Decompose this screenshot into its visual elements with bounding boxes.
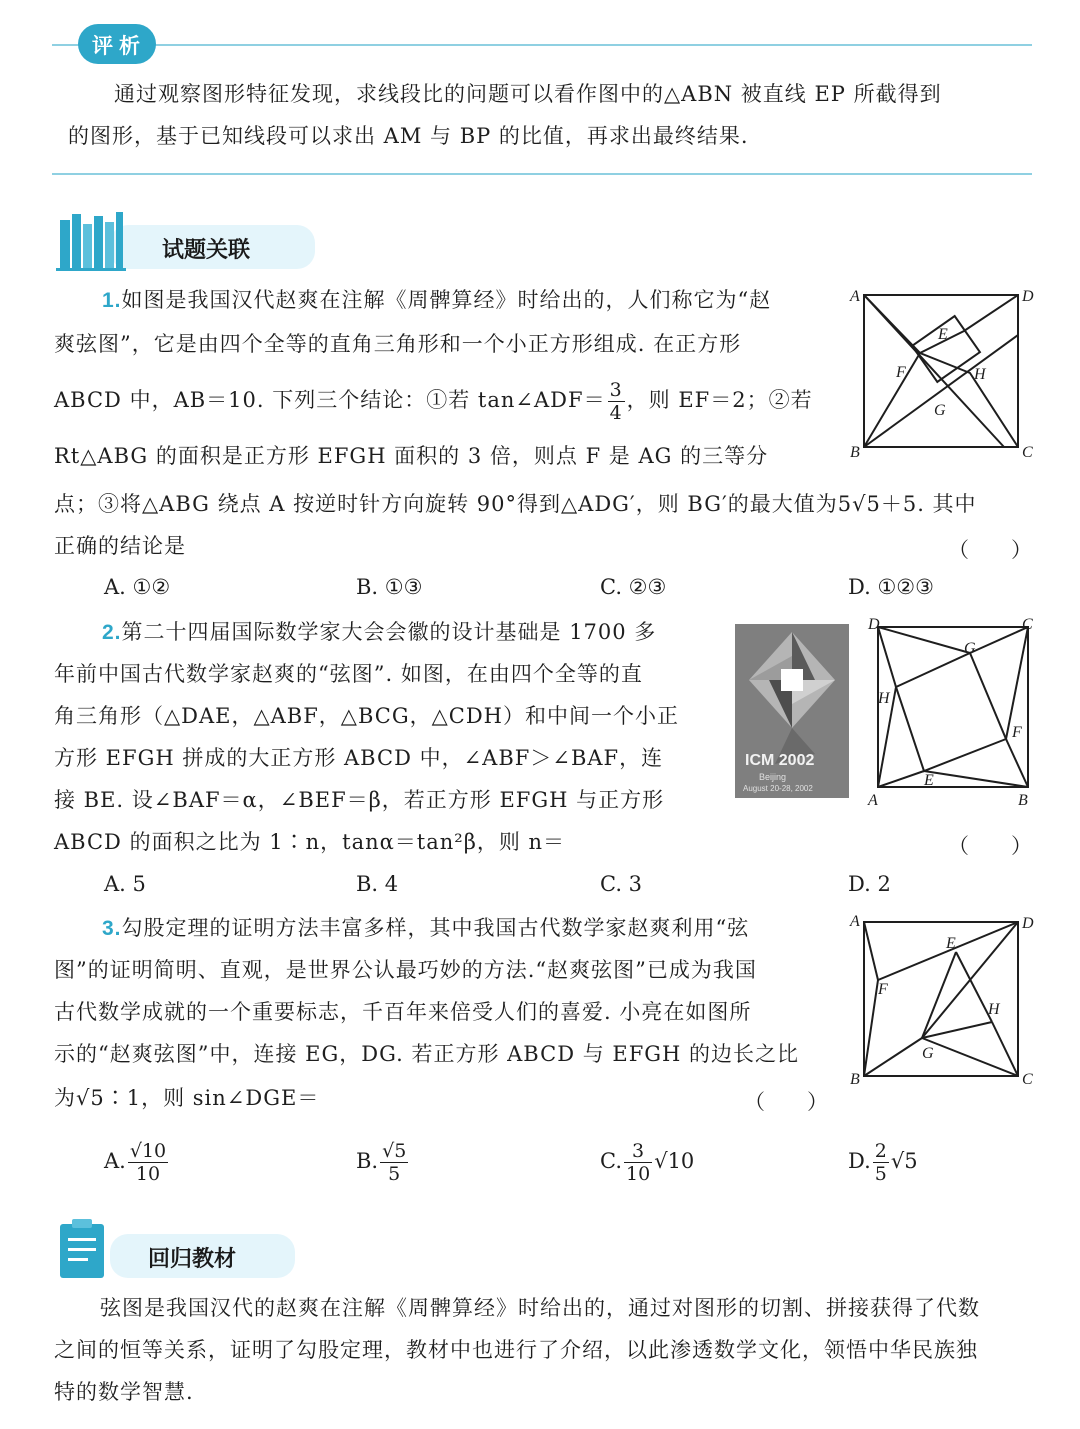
q3-option-b [356, 1140, 410, 1185]
q3-option-b-label: B. [356, 1149, 379, 1173]
q3-line-2: 图”的证明简明、直观，是世界公认最巧妙的方法.“赵爽弦图”已成为我国 [54, 958, 757, 982]
q1-label-f: F [896, 364, 906, 381]
q3-label-a: A [850, 913, 860, 930]
books-icon [56, 210, 126, 272]
icm-logo-title: ICM 2002 [745, 752, 815, 769]
q3-figure [846, 908, 1042, 1090]
q1-label-b: B [850, 444, 860, 461]
q2-number: 2. [102, 621, 122, 644]
q1-text-3a: ABCD 中，AB＝10. 下列三个结论：①若 tan∠ADF＝ [54, 388, 606, 412]
q3-option-a-frac [128, 1140, 168, 1185]
q3-option-b-den: 5 [388, 1163, 401, 1185]
back-line-2: 之间的恒等关系，证明了勾股定理，教材中也进行了介绍，以此渗透数学文化，领悟中华民族独 [54, 1338, 978, 1362]
q3-line-3: 古代数学成就的一个重要标志，千百年来倍受人们的喜爱. 小亮在如图所 [54, 1000, 752, 1024]
q1-text-1: 如图是我国汉代赵爽在注解《周髀算经》时给出的，人们称它为“赵 [121, 288, 772, 312]
q3-text-1: 勾股定理的证明方法丰富多样，其中我国古代数学家赵爽利用“弦 [121, 916, 750, 940]
q1-label-g: G [934, 402, 946, 419]
section1-title: 试题关联 [162, 238, 251, 263]
q2-figure [862, 615, 1042, 811]
q3-option-c [600, 1140, 694, 1185]
section2-title: 回归教材 [148, 1247, 237, 1272]
q1-label-a: A [850, 288, 860, 305]
q3-label-h: H [988, 1001, 1000, 1018]
q3-option-c-frac [624, 1140, 652, 1185]
analysis-tag: 评析 [92, 34, 146, 58]
q3-label-e: E [946, 935, 956, 952]
q3-option-c-num: 3 [624, 1140, 652, 1163]
q3-line-1 [102, 906, 832, 951]
q3-number: 3. [102, 917, 122, 940]
q2-label-b: B [1018, 792, 1028, 809]
q3-option-d-frac [873, 1140, 889, 1185]
q1-option-a: A. ①② [104, 575, 171, 599]
q1-line-6: 正确的结论是 [54, 534, 186, 558]
q2-line-2: 年前中国古代数学家赵爽的“弦图”. 如图，在由四个全等的直 [54, 662, 643, 686]
q1-label-d: D [1022, 288, 1034, 305]
q2-line-3: 角三角形（△DAE，△ABF，△BCG，△CDH）和中间一个小正 [54, 704, 679, 728]
q2-label-a: A [868, 792, 878, 809]
q3-option-c-label: C. [600, 1149, 622, 1173]
q1-text-3b: ，则 EF＝2；②若 [626, 388, 813, 412]
q1-label-e: E [938, 326, 948, 343]
q2-answer-paren: （ ） [948, 834, 1032, 858]
q1-line-3 [54, 378, 844, 424]
q2-option-b: B. 4 [356, 872, 399, 896]
q1-option-d: D. ①②③ [848, 575, 934, 599]
q2-label-f: F [1012, 724, 1022, 741]
q2-line-4: 方形 EFGH 拼成的大正方形 ABCD 中，∠ABF＞∠BAF，连 [54, 746, 664, 770]
icm-logo-date: August 20-28, 2002 [743, 784, 813, 793]
q3-option-c-tail: √10 [654, 1149, 695, 1173]
q3-option-d-tail: √5 [890, 1149, 918, 1173]
clipboard-icon [58, 1218, 108, 1280]
q3-option-a-num: √10 [129, 1140, 167, 1162]
q3-option-d-den: 5 [874, 1163, 887, 1185]
q1-option-c: C. ②③ [600, 575, 667, 599]
analysis-line-1: 通过观察图形特征发现，求线段比的问题可以看作图中的△ABN 被直线 EP 所截得到 [114, 82, 942, 106]
q2-option-d: D. 2 [848, 872, 891, 896]
icm-logo-graphic [735, 624, 849, 798]
q2-text-1: 第二十四届国际数学家大会会徽的设计基础是 1700 多 [121, 620, 657, 644]
q1-figure [846, 283, 1042, 463]
back-line-3: 特的数学智慧. [54, 1380, 194, 1404]
q2-line-5: 接 BE. 设∠BAF＝α，∠BEF＝β，若正方形 EFGH 与正方形 [54, 788, 665, 812]
q2-line-6: ABCD 的面积之比为 1∶n，tanα＝tan²β，则 n＝ [54, 830, 566, 854]
q2-option-c: C. 3 [600, 872, 643, 896]
q3-option-b-frac [380, 1140, 408, 1185]
q3-option-d [848, 1140, 918, 1185]
q1-label-c: C [1022, 444, 1033, 461]
q2-label-h: H [878, 690, 890, 707]
analysis-line-2: 的图形，基于已知线段可以求出 AM 与 BP 的比值，再求出最终结果. [68, 124, 749, 148]
back-line-1: 弦图是我国汉代的赵爽在注解《周髀算经》时给出的，通过对图形的切割、拼接获得了代数 [100, 1296, 980, 1320]
icm-logo-city: Beijing [759, 772, 787, 782]
q3-label-g: G [922, 1045, 934, 1062]
q1-frac-den: 4 [609, 402, 623, 424]
q3-line-5: 为√5∶1，则 sin∠DGE＝ [54, 1086, 320, 1110]
q1-label-h: H [974, 366, 986, 383]
q1-line-4: Rt△ABG 的面积是正方形 EFGH 面积的 3 倍，则点 F 是 AG 的三等分 [54, 444, 769, 468]
q2-label-g: G [964, 640, 976, 657]
q3-option-a-den: 10 [135, 1163, 161, 1185]
q2-label-d: D [868, 616, 880, 633]
q3-option-d-num: 2 [874, 1140, 887, 1162]
q1-fraction [608, 379, 625, 424]
q1-answer-paren: （ ） [948, 538, 1032, 562]
q1-line-5: 点；③将△ABG 绕点 A 按逆时针方向旋转 90°得到△ADG′，则 BG′的最大值为5√5＋5. 其中 [54, 492, 977, 516]
q3-option-a-label: A. [104, 1149, 126, 1173]
q3-option-d-label: D. [848, 1149, 871, 1173]
icm-logo-image [735, 624, 849, 798]
q3-option-c-den: 10 [626, 1163, 651, 1185]
q3-option-a [104, 1140, 170, 1185]
q3-label-b: B [850, 1071, 860, 1088]
q1-line-1 [102, 278, 832, 323]
q1-frac-num: 3 [609, 379, 623, 401]
q3-label-d: D [1022, 915, 1034, 932]
q3-label-c: C [1022, 1071, 1033, 1088]
q2-option-a: A. 5 [104, 872, 146, 896]
q2-label-e: E [924, 772, 934, 789]
analysis-bottom-rule [52, 173, 1032, 175]
top-rule [52, 44, 1032, 46]
q3-label-f: F [878, 981, 888, 998]
q1-number: 1. [102, 289, 122, 312]
q3-option-b-num: √5 [382, 1140, 407, 1162]
q3-answer-paren: （ ） [744, 1090, 828, 1114]
q2-line-1 [102, 610, 722, 655]
q2-label-c: C [1022, 616, 1033, 633]
q1-line-2: 爽弦图”，它是由四个全等的直角三角形和一个小正方形组成. 在正方形 [54, 332, 742, 356]
q1-option-b: B. ①③ [356, 575, 423, 599]
q3-line-4: 示的“赵爽弦图”中，连接 EG，DG. 若正方形 ABCD 与 EFGH 的边长之比 [54, 1042, 800, 1066]
